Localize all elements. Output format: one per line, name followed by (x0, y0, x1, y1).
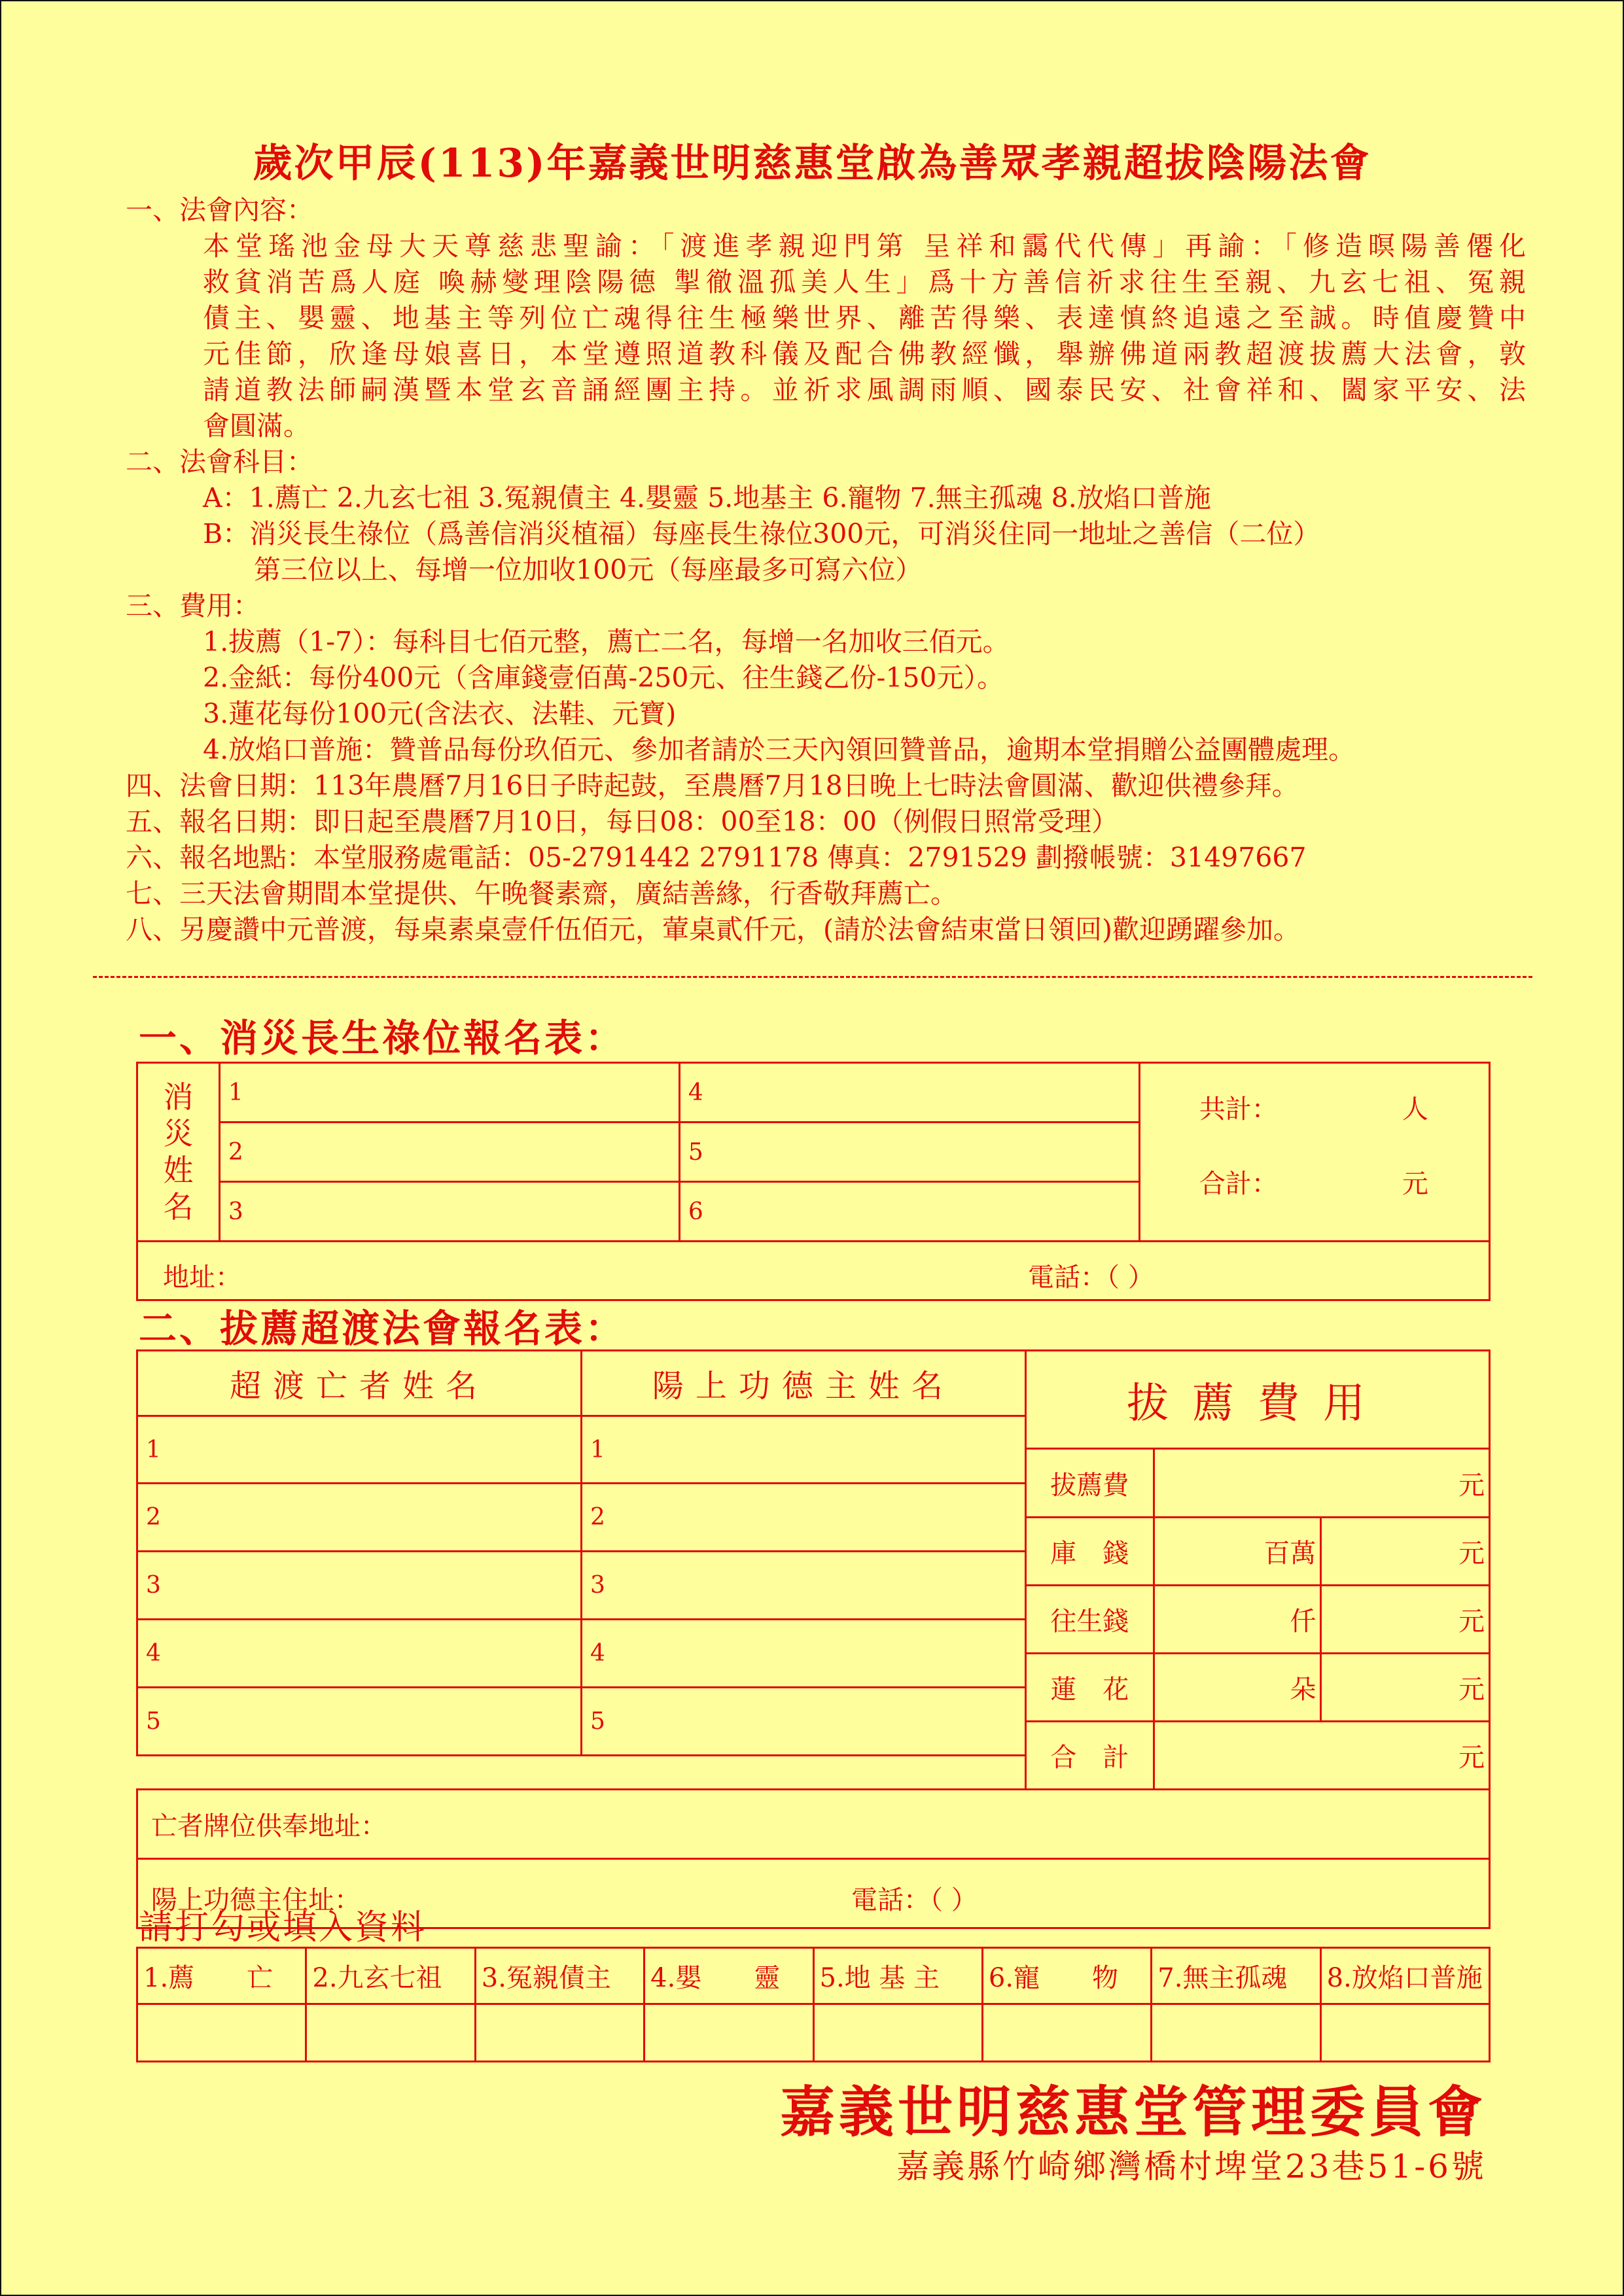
checklist-checkbox[interactable] (475, 2004, 644, 2062)
name-field-3[interactable]: 3 (219, 1182, 679, 1242)
fee-row-mid[interactable]: 百萬 (1154, 1518, 1321, 1586)
event-description (126, 192, 1526, 948)
merit-name-4[interactable]: 4 (581, 1620, 1025, 1688)
checklist-checkbox[interactable] (813, 2004, 982, 2062)
section-1-line: 會圓滿。 (203, 410, 310, 442)
section-1-line: 元佳節，欣逢母娘喜日，本堂遵照道教科儀及配合佛教經懺，舉辦佛道兩教超渡拔薦大法會，敦 (203, 338, 1526, 370)
fee-row-label: 蓮 花 (1025, 1654, 1154, 1722)
phone-label: 電話：（ ） (1028, 1262, 1154, 1293)
fee-item: 1.拔薦（1-7）：每科目七佰元整，薦亡二名，每增一名加收三佰元。 (203, 626, 1010, 657)
merit-name-1[interactable]: 1 (581, 1416, 1025, 1484)
merit-name-header: 陽上功德主姓名 (581, 1351, 1025, 1416)
address-row[interactable] (137, 1242, 1490, 1300)
merit-name-5[interactable]: 5 (581, 1688, 1025, 1756)
cut-line (93, 976, 1532, 978)
checklist-item-label: 5.地 基 主 (813, 1948, 982, 2004)
checklist-checkbox[interactable] (1320, 2004, 1489, 2062)
section-1-line: 請道教法師嗣漢暨本堂玄音誦經團主持。並祈求風調雨順、國泰民安、社會祥和、闔家平安、法 (203, 374, 1526, 406)
checklist-item-label: 6.寵 物 (982, 1948, 1151, 2004)
tablet-address-row[interactable] (137, 1790, 1490, 1859)
section-6-registration-location: 六、報名地點：本堂服務處電話：05-2791442 2791178 傳真：2791529 劃撥帳號：31497667 (126, 842, 1307, 873)
section-5-registration-dates: 五、報名日期：即日起至農曆7月10日，每日08：00至18：00（例假日照常受理） (126, 806, 1118, 837)
fee-row-unit[interactable]: 元 (1154, 1449, 1489, 1518)
checklist-item-label: 4.嬰 靈 (644, 1948, 813, 2004)
checklist-item-label: 2.九玄七祖 (306, 1948, 475, 2004)
people-unit: 人 (1402, 1094, 1428, 1124)
total-people-label: 共計： (1199, 1094, 1278, 1124)
fee-item: 3.蓮花每份100元(含法衣、法鞋、元寶) (203, 698, 677, 729)
name-field-4[interactable]: 4 (679, 1063, 1139, 1122)
phone-label: 電話：（ ） (851, 1885, 978, 1915)
section-1-line: 債主、嬰靈、地基主等列位亡魂得往生極樂世界、離苦得樂、表達慎終追遠之至誠。時值慶贊中 (203, 302, 1526, 334)
memorial-registration-table (136, 1349, 1491, 1929)
section-4-dates: 四、法會日期：113年農曆7月16日子時起鼓，至農曆7月18日晚上七時法會圓滿、歡迎供禮參拜。 (126, 770, 1299, 801)
fee-row-unit[interactable]: 元 (1321, 1518, 1490, 1586)
form1-title: 一、消災長生祿位報名表： (139, 1016, 626, 1060)
checklist-checkbox[interactable] (306, 2004, 475, 2062)
fee-row-unit[interactable]: 元 (1154, 1722, 1489, 1790)
checklist-item-label: 8.放焰口普施 (1320, 1948, 1489, 2004)
name-field-1[interactable]: 1 (219, 1063, 679, 1122)
fee-row-unit[interactable]: 元 (1321, 1586, 1490, 1654)
fee-item: 2.金紙：每份400元（含庫錢壹佰萬-250元、往生錢乙份-150元）。 (203, 662, 1004, 693)
fee-row-label: 往生錢 (1025, 1586, 1154, 1654)
deceased-name-1[interactable]: 1 (137, 1416, 582, 1484)
deceased-name-3[interactable]: 3 (137, 1552, 582, 1620)
checklist-checkbox[interactable] (644, 2004, 813, 2062)
section-3-heading: 三、費用： (126, 590, 260, 621)
name-field-5[interactable]: 5 (679, 1122, 1139, 1182)
address-label: 地址： (163, 1262, 241, 1293)
merit-name-3[interactable]: 3 (581, 1552, 1025, 1620)
amount-unit: 元 (1402, 1169, 1428, 1199)
deceased-name-header: 超渡亡者姓名 (137, 1351, 582, 1416)
fee-row-label: 拔薦費 (1025, 1449, 1154, 1518)
deceased-name-2[interactable]: 2 (137, 1484, 582, 1552)
checklist-table (136, 1947, 1491, 2062)
totals-box (1139, 1063, 1489, 1242)
organization-name: 嘉義世明慈惠堂管理委員會 (779, 2079, 1487, 2144)
section-1-line: 救貧消苦爲人庭 喚赫燮理陰陽德 掣徹溫孤美人生」爲十方善信祈求往生至親、九玄七祖、冤親 (203, 266, 1526, 298)
fee-row-mid[interactable]: 朵 (1154, 1654, 1321, 1722)
name-label-vertical: 消 災 姓 名 (137, 1063, 220, 1242)
fee-item: 4.放焰口普施：贊普品每份玖佰元、參加者請於三天內領回贊普品，逾期本堂捐贈公益團體處理。 (203, 734, 1356, 765)
section-2-heading: 二、法會科目： (126, 446, 313, 478)
total-amount-label: 合計： (1199, 1169, 1278, 1199)
fee-header: 拔薦費用 (1025, 1351, 1489, 1449)
section-7-meals: 七、三天法會期間本堂提供、午晚餐素齋，廣結善緣，行香敬拜薦亡。 (126, 878, 957, 909)
section-8-offering: 八、另慶讚中元普渡，每桌素桌壹仟伍佰元，葷桌貳仟元，(請於法會結束當日領回)歡迎踴躍參加。 (126, 914, 1300, 945)
page-title: 歲次甲辰(113)年嘉義世明慈惠堂啟為善眾孝親超拔陰陽法會 (253, 141, 1371, 186)
form2-title: 二、拔薦超渡法會報名表： (139, 1306, 626, 1351)
section-1-heading: 一、法會內容： (126, 194, 313, 226)
fee-row-label: 合 計 (1025, 1722, 1154, 1790)
checklist-item-label: 1.薦 亡 (137, 1948, 306, 2004)
checklist-item-label: 7.無主孤魂 (1152, 1948, 1320, 2004)
merit-name-2[interactable]: 2 (581, 1484, 1025, 1552)
name-field-6[interactable]: 6 (679, 1182, 1139, 1242)
name-field-2[interactable]: 2 (219, 1122, 679, 1182)
checklist-title: 請打勾或填入資料 (139, 1908, 427, 1947)
checklist-checkbox[interactable] (982, 2004, 1151, 2062)
section-2-item-b-cont: 第三位以上、每增一位加收100元（每座最多可寫六位） (254, 554, 923, 585)
merit-address-label: 陽上功德主住址： (151, 1885, 361, 1915)
deceased-name-5[interactable]: 5 (137, 1688, 582, 1756)
section-1-line: 本堂瑤池金母大天尊慈悲聖諭：「渡進孝親迎門第 呈祥和靄代代傳」再諭：「修造暝陽善僊化 (203, 230, 1526, 262)
section-2-item-b: B：消災長生祿位（爲善信消災植福）每座長生祿位300元，可消災住同一地址之善信（二位） (203, 518, 1320, 549)
section-2-item-a: A：1.薦亡 2.九玄七祖 3.冤親債主 4.嬰靈 5.地基主 6.寵物 7.無主孤魂 8.放焰口普施 (203, 482, 1211, 513)
organization-address: 嘉義縣竹崎鄉灣橋村埤堂23巷51-6號 (896, 2148, 1487, 2185)
deceased-name-4[interactable]: 4 (137, 1620, 582, 1688)
blessing-registration-table (136, 1062, 1491, 1301)
fee-row-unit[interactable]: 元 (1321, 1654, 1490, 1722)
fee-row-mid[interactable]: 仟 (1154, 1586, 1321, 1654)
checklist-checkbox[interactable] (137, 2004, 306, 2062)
checklist-checkbox[interactable] (1152, 2004, 1320, 2062)
fee-row-label: 庫 錢 (1025, 1518, 1154, 1586)
checklist-item-label: 3.冤親債主 (475, 1948, 644, 2004)
tablet-address-label: 亡者牌位供奉地址： (151, 1811, 387, 1841)
